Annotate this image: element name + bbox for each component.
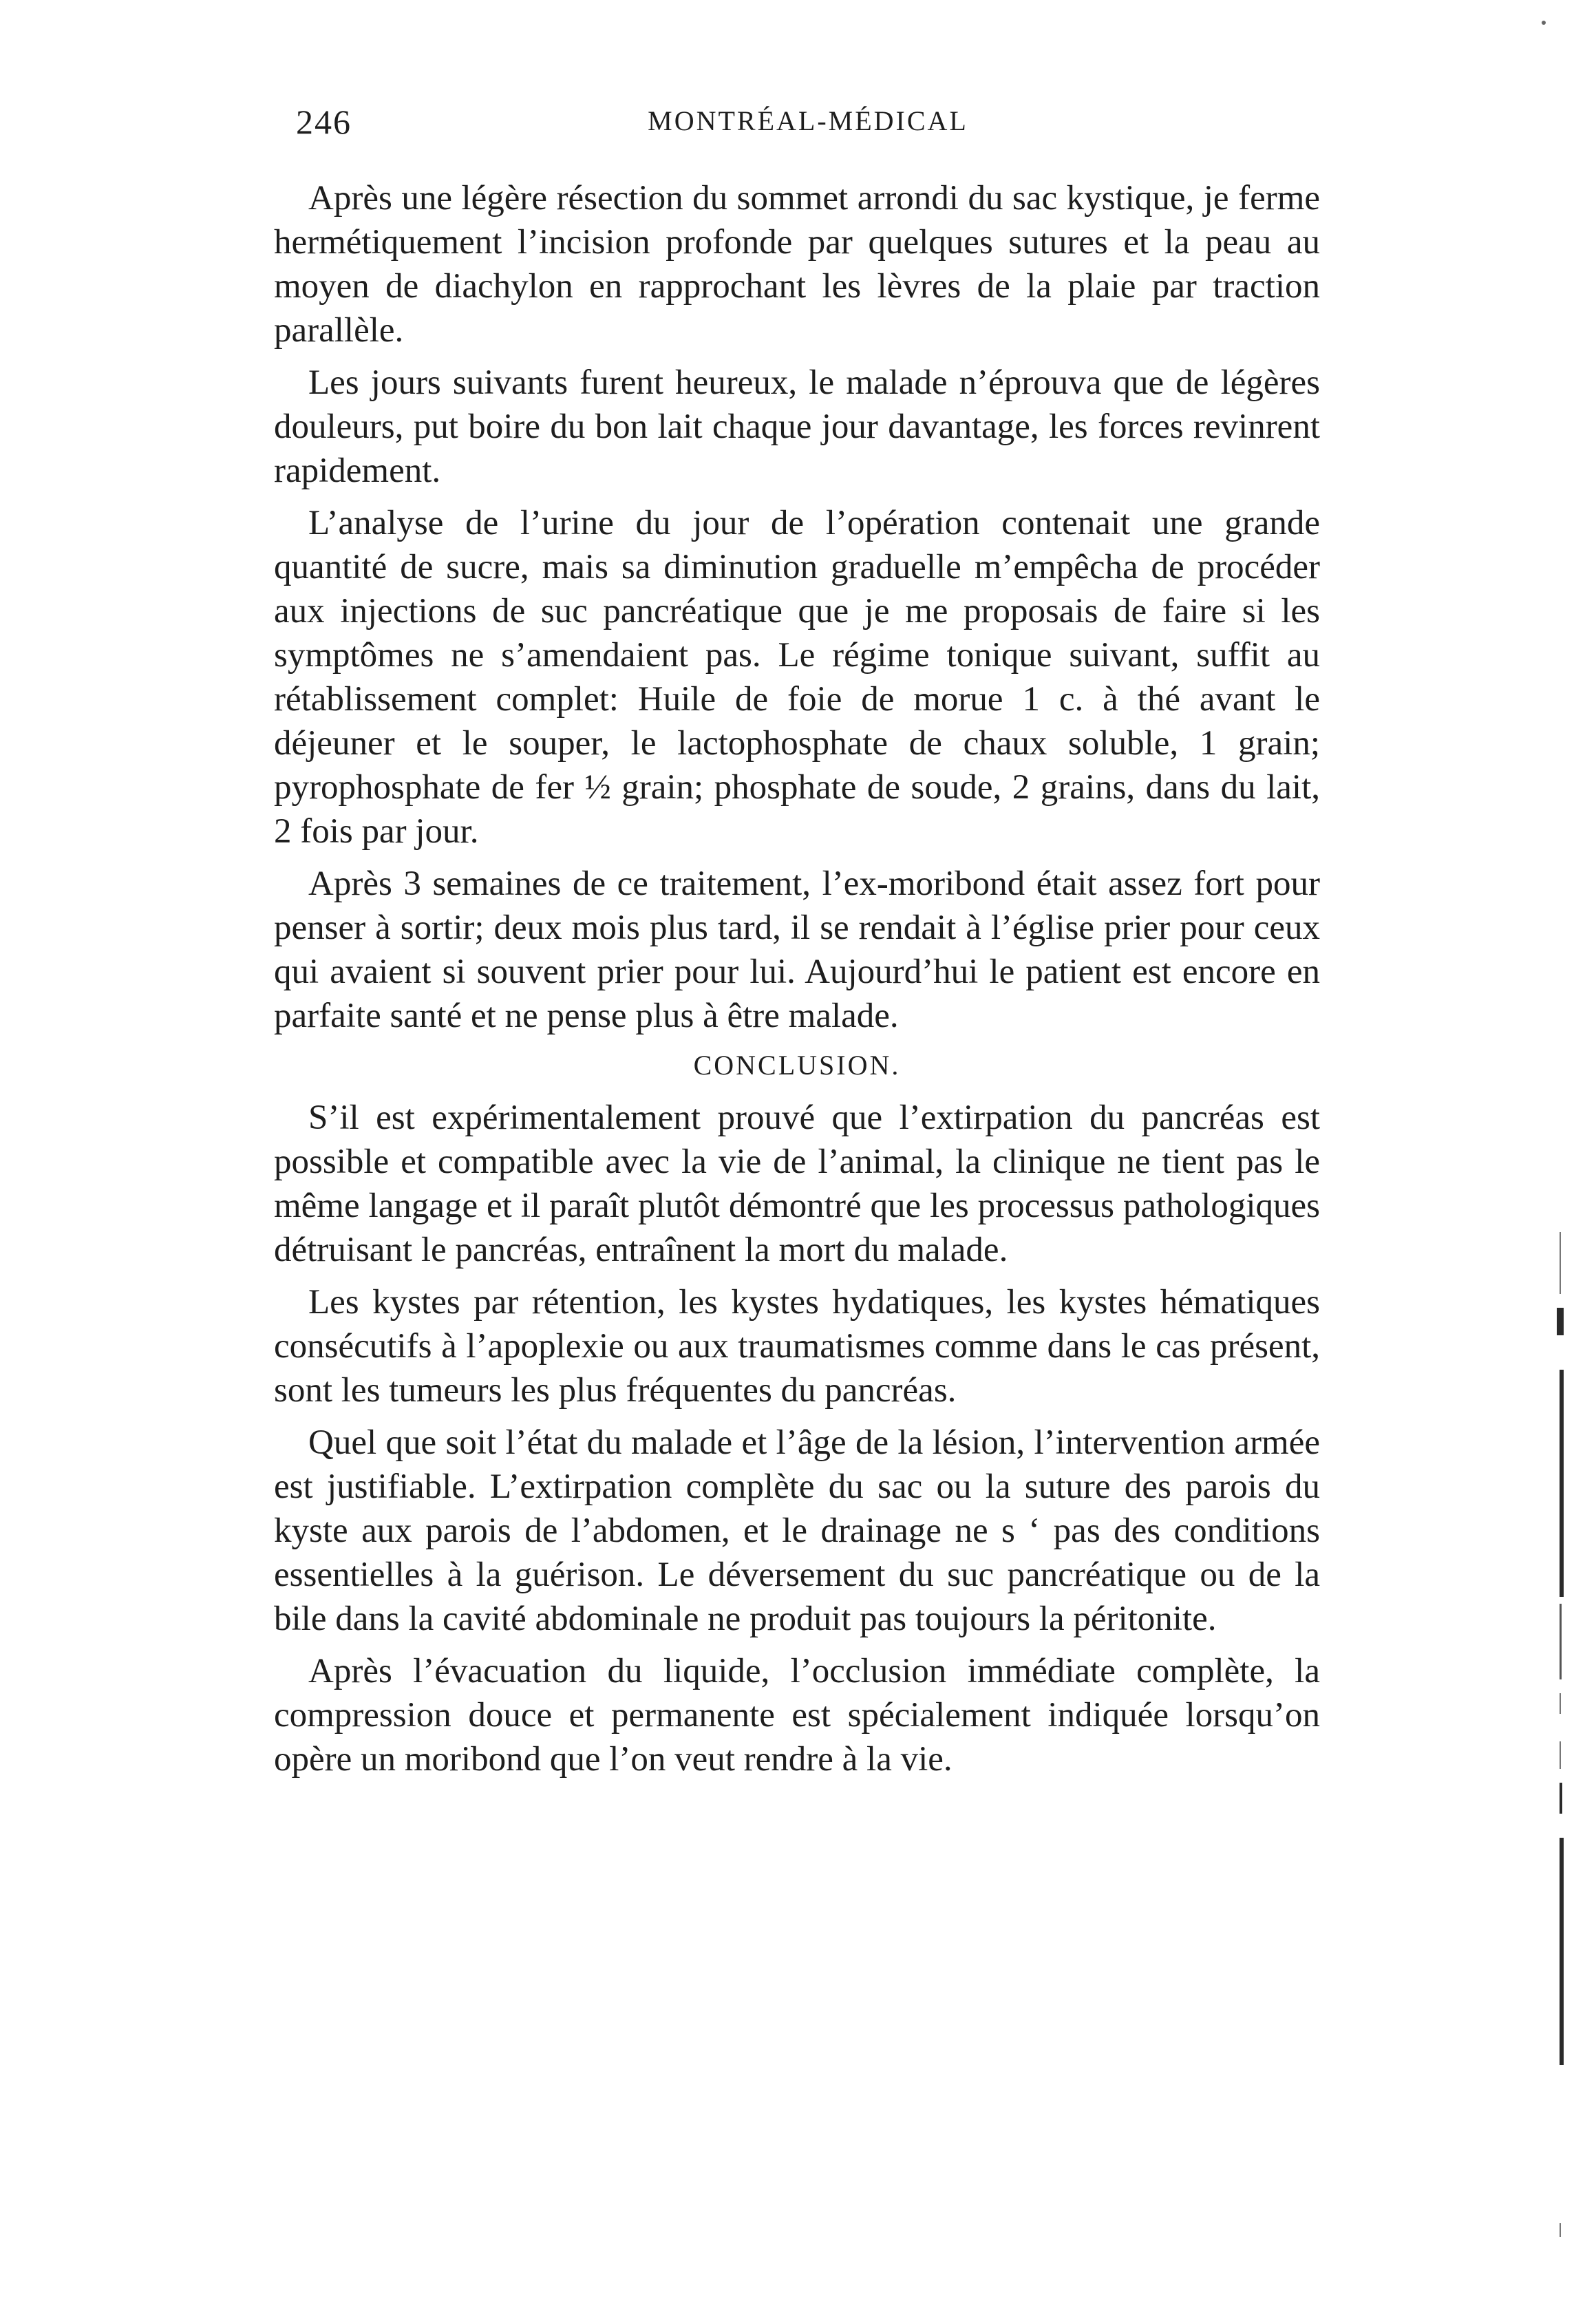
page-edge-shadow (1560, 1232, 1561, 1294)
running-title: MONTRÉAL-MÉDICAL (648, 105, 968, 136)
page-header (296, 102, 1320, 146)
paragraph-urine-analysis: L’analyse de l’urine du jour de l’opération contenait une grande quantité de sucre, mais sa diminution graduelle m’empêcha de procéder aux injections de suc pancréatique que je me proposais de faire si les symptômes ne s’amendaient pas. Le régime tonique suivant, suffit au rétablissement complet: Huile de foie de morue 1 c. à thé avant le déjeuner et le souper, le lactophosphate de chaux soluble, 1 grain; pyrophosphate de fer ½ grain; phosphate de soude, 2 grains, dans du lait, 2 fois par jour. (274, 504, 1320, 851)
page-edge-shadow (1560, 1783, 1562, 1814)
paragraph-recovery: Les jours suivants furent heureux, le malade n’éprouva que de légères douleurs, put boire du bon lait chaque jour davantage, les forces revinrent rapidement. (274, 363, 1320, 490)
page-edge-shadow (1557, 1308, 1564, 1335)
paragraph-conclusion-evacuation: Après l’évacuation du liquide, l’occlusion immédiate complète, la compression douce et permanente est spécialement indiquée lorsqu’on opère un moribond que l’on veut rendre à la vie. (274, 1652, 1320, 1779)
paragraph-conclusion-intervention: Quel que soit l’état du malade et l’âge de la lésion, l’intervention armée est justifiable. L’extirpation complète du sac ou la suture des parois du kyste aux parois de l’abdomen, et le drainage ne s ‘ pas des conditions essentielles à la guérison. Le déversement du suc pancréatique ou de la bile dans la cavité abdominale ne produit pas toujours la péritonite. (274, 1423, 1320, 1638)
page-edge-shadow (1560, 1838, 1564, 2065)
page-number: 246 (296, 103, 352, 141)
page-edge-shadow (1560, 1693, 1561, 1714)
paragraph-conclusion-extirpation: S’il est expérimentalement prouvé que l’extirpation du pancréas est possible et compatible avec la vie de l’animal, la clinique ne tient pas le même langage et il paraît plutôt démontré que les processus pathologiques détruisant le pancréas, entraînent la mort du malade. (274, 1099, 1320, 1269)
paragraph-outcome: Après 3 semaines de ce traitement, l’ex-moribond était assez fort pour penser à sortir; deux mois plus tard, il se rendait à l’église prier pour ceux qui avaient si souvent prier pour lui. Aujourd’hui le patient est encore en parfaite santé et ne pense plus à être malade. (274, 865, 1320, 1035)
page-edge-shadow (1560, 1741, 1561, 1769)
text-block (274, 176, 1320, 1790)
section-heading-conclusion: CONCLUSION. (693, 1050, 901, 1081)
page-edge-shadow (1560, 2223, 1561, 2237)
page-edge-shadow (1560, 1604, 1562, 1679)
paragraph-conclusion-cysts: Les kystes par rétention, les kystes hydatiques, les kystes hématiques consécutifs à l’apoplexie ou aux traumatismes comme dans le cas présent, sont les tumeurs les plus fréquentes du pancréas. (274, 1283, 1320, 1410)
page-edge-shadow (1560, 1370, 1564, 1597)
paragraph-resection: Après une légère résection du sommet arrondi du sac kystique, je ferme hermétiquement l’incision profonde par quelques sutures et la peau au moyen de diachylon en rapprochant les lèvres de la plaie par traction parallèle. (274, 179, 1320, 350)
scan-corner-speck (1542, 21, 1546, 25)
